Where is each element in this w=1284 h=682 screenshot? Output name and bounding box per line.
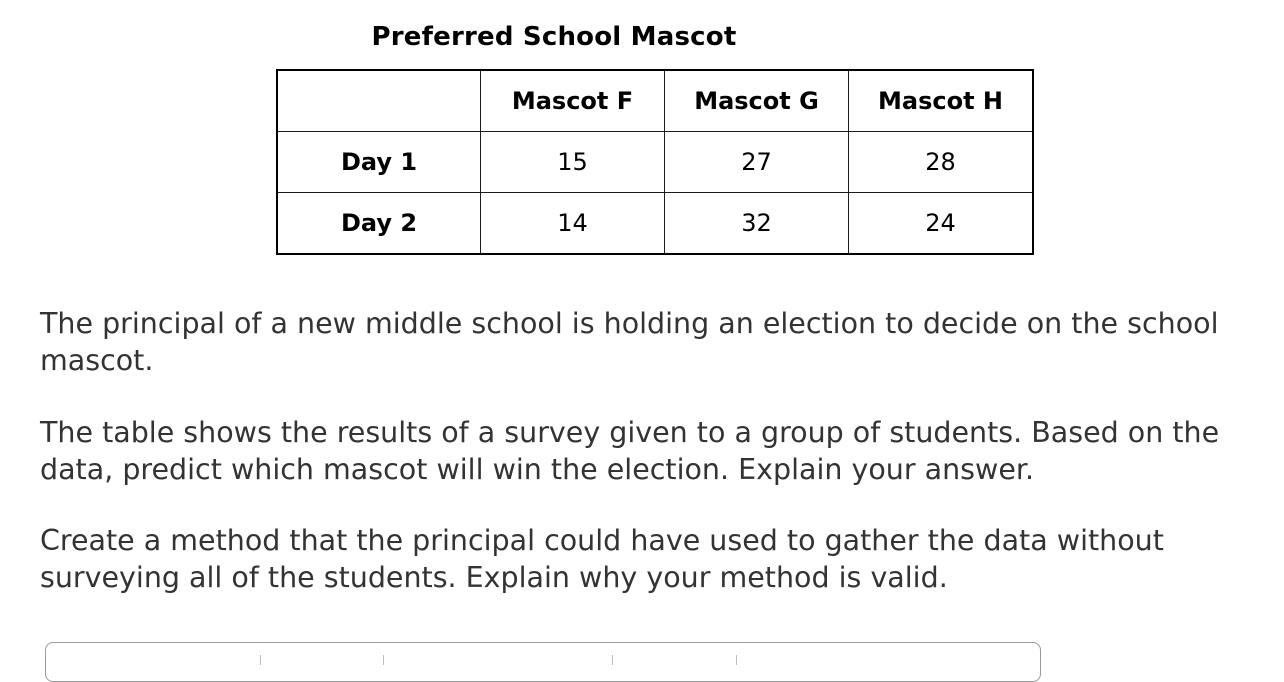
header-mascot-g: Mascot G	[665, 70, 849, 132]
question-paragraph-3: Create a method that the principal could have used to gather the data without surveying all of the students. Explain why your method is valid.	[40, 524, 1164, 594]
cell-day2-mascot-f: 14	[481, 193, 665, 255]
question-paragraph-2: The table shows the results of a survey given to a group of students. Based on the data, predict which mascot will win the election. Explain your answer.	[40, 416, 1220, 486]
cell-day1-mascot-f: 15	[481, 132, 665, 193]
toolbar-divider	[612, 655, 613, 665]
cell-day1-mascot-h: 28	[849, 132, 1034, 193]
cell-day2-mascot-g: 32	[665, 193, 849, 255]
header-empty-cell	[277, 70, 481, 132]
toolbar-divider	[383, 655, 384, 665]
row-label-day-2: Day 2	[277, 193, 481, 255]
header-mascot-f: Mascot F	[481, 70, 665, 132]
table-title: Preferred School Mascot	[371, 22, 737, 52]
table-header-row	[277, 70, 1033, 132]
row-label-day-1: Day 1	[277, 132, 481, 193]
toolbar-divider	[260, 655, 261, 665]
question-paragraph-1: The principal of a new middle school is holding an election to decide on the school mascot.	[40, 307, 1219, 377]
cell-day2-mascot-h: 24	[849, 193, 1034, 255]
table-row	[277, 193, 1033, 255]
header-mascot-h: Mascot H	[849, 70, 1034, 132]
toolbar-divider	[736, 655, 737, 665]
cell-day1-mascot-g: 27	[665, 132, 849, 193]
answer-editor[interactable]	[45, 642, 1041, 682]
table-row	[277, 132, 1033, 193]
mascot-table	[276, 69, 1034, 255]
